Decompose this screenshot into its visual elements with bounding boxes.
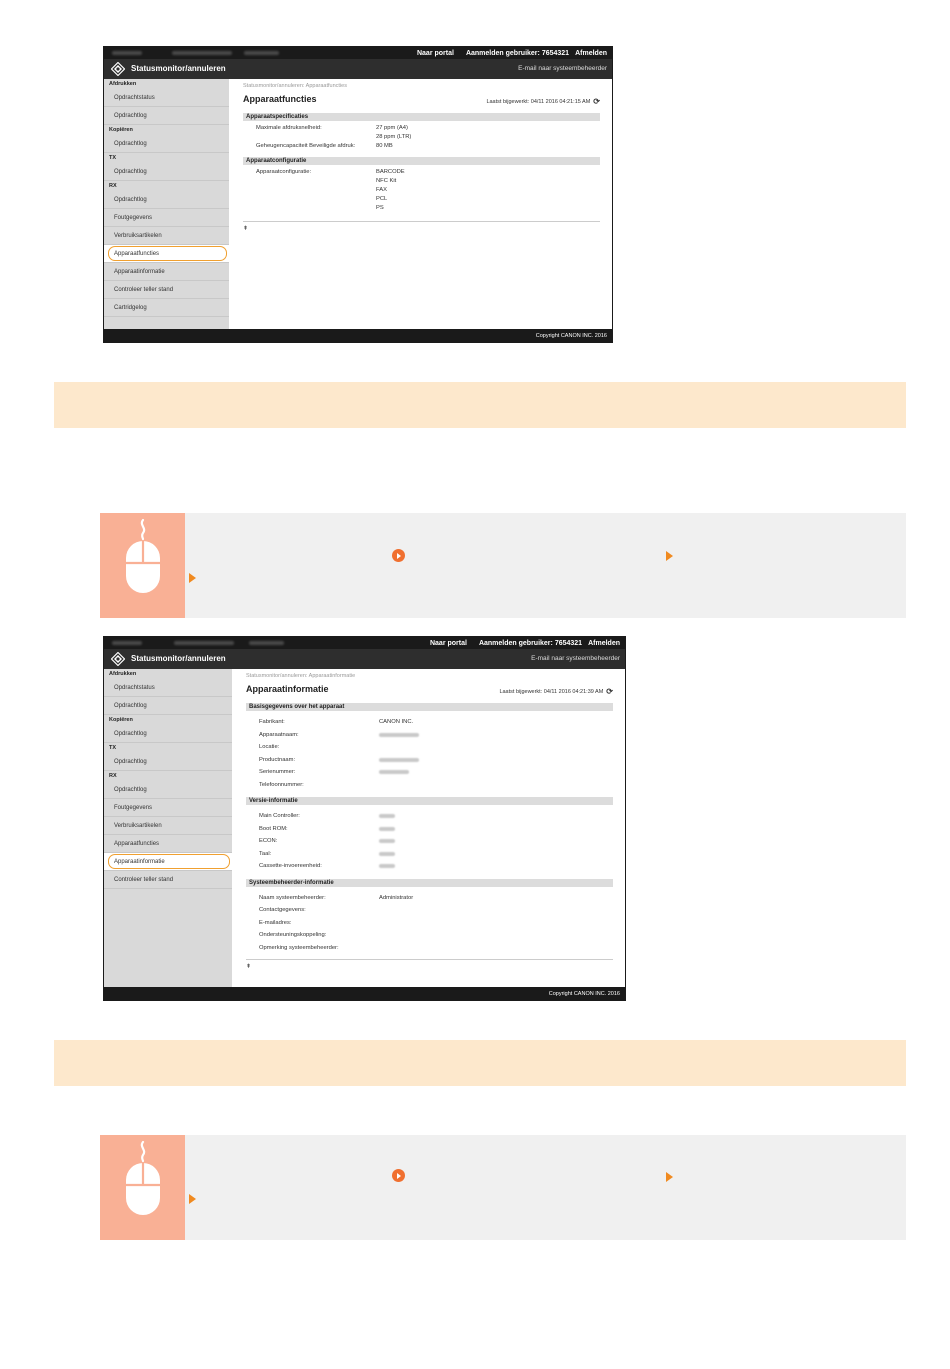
section-header-version: Versie-informatie — [246, 797, 613, 805]
sidebar-item-error-info[interactable]: Foutgegevens — [104, 209, 229, 227]
orange-triangle-icon — [666, 1172, 673, 1182]
back-to-top-icon[interactable]: ⇞ — [243, 226, 249, 232]
blurred-value — [379, 864, 395, 868]
back-to-top-icon[interactable]: ⇞ — [246, 964, 252, 970]
mouse-icon — [121, 517, 165, 597]
sidebar-item-tx-log[interactable]: Opdrachtlog — [104, 163, 229, 181]
main-content — [229, 79, 612, 329]
info-row: Naam systeembeheerder: Administrator — [259, 894, 414, 901]
spec-row: Maximale afdruksnelheid: 27 ppm (A4) — [256, 125, 408, 131]
info-row: Taal: — [259, 848, 613, 861]
logout-link[interactable]: Afmelden — [575, 49, 607, 57]
blurred-value — [379, 852, 395, 856]
orange-circle-arrow-icon — [392, 549, 405, 562]
sidebar-item-device-features[interactable]: Apparaatfuncties — [104, 835, 232, 853]
canon-logo-icon — [111, 652, 125, 666]
blurred-text — [172, 51, 232, 55]
info-row: Productnaam: — [259, 754, 613, 767]
canon-logo-icon — [111, 62, 125, 76]
sidebar-item-copy-log[interactable]: Opdrachtlog — [104, 135, 229, 153]
sidebar-item-copy-log[interactable]: Opdrachtlog — [104, 725, 232, 743]
sidebar-group-tx: TX — [109, 155, 117, 161]
orange-triangle-icon — [189, 1194, 196, 1204]
info-row: Locatie: — [259, 744, 280, 750]
login-user-label: Aanmelden gebruiker: 7654321 — [465, 49, 570, 57]
info-row: Telefoonnummer: — [259, 781, 304, 788]
blurred-value — [379, 733, 419, 737]
sidebar-group-print: Afdrukken — [109, 81, 137, 87]
top-bar — [104, 637, 625, 649]
section-header-config: Apparaatconfiguratie — [243, 157, 600, 165]
mail-admin-link[interactable]: E-mail naar systeembeheerder — [518, 65, 607, 72]
portal-link[interactable]: Naar portal — [416, 49, 454, 57]
section-header-admin: Systeembeheerder-informatie — [246, 879, 613, 887]
sidebar-item-rx-log[interactable]: Opdrachtlog — [104, 781, 232, 799]
info-row: Boot ROM: — [259, 823, 613, 836]
blurred-value — [379, 758, 419, 762]
screenshot-device-features — [103, 46, 613, 343]
mouse-panel — [100, 513, 185, 618]
last-updated: Laatst bijgewerkt: 04/11 2016 04:21:15 AM ⟳ — [486, 97, 600, 106]
blurred-value — [379, 814, 395, 818]
footer: Copyright CANON INC. 2016 — [104, 329, 612, 342]
refresh-icon[interactable]: ⟳ — [593, 97, 600, 106]
login-user-label: Aanmelden gebruiker: 7654321 — [478, 639, 583, 647]
logout-link[interactable]: Afmelden — [588, 639, 620, 647]
blurred-text — [112, 51, 142, 55]
divider — [246, 959, 613, 960]
info-row: Ondersteuningskoppeling: — [259, 932, 327, 938]
config-row: PS — [376, 205, 384, 211]
footer: Copyright CANON INC. 2016 — [104, 987, 625, 1000]
title-bar — [104, 649, 625, 669]
config-row: Apparaatconfiguratie: BARCODE — [256, 169, 405, 175]
orange-triangle-icon — [189, 573, 196, 583]
sidebar-item-print-log[interactable]: Opdrachtlog — [104, 107, 229, 125]
info-row: Opmerking systeembeheerder: — [259, 944, 339, 951]
sidebar-group-tx: TX — [109, 745, 117, 751]
title-bar — [104, 59, 612, 79]
app-title: Statusmonitor/annuleren — [131, 64, 226, 73]
section-heading-bar — [54, 1040, 906, 1086]
top-bar — [104, 47, 612, 59]
blurred-value — [379, 839, 395, 843]
main-content — [232, 669, 625, 987]
mail-admin-link[interactable]: E-mail naar systeembeheerder — [531, 655, 620, 662]
mouse-note-box — [100, 513, 906, 618]
blurred-text — [244, 51, 279, 55]
mouse-panel — [100, 1135, 185, 1240]
config-row: FAX — [376, 187, 387, 193]
sidebar-item-rx-log[interactable]: Opdrachtlog — [104, 191, 229, 209]
page-title: Apparaatinformatie — [246, 684, 329, 694]
spec-row: 28 ppm (LTR) — [376, 134, 412, 140]
info-row: Apparaatnaam: — [259, 729, 613, 742]
divider — [243, 221, 600, 222]
breadcrumb: Statusmonitor/annuleren: Apparaatfuncties — [243, 83, 347, 89]
sidebar-item-device-info[interactable]: Apparaatinformatie — [104, 263, 229, 281]
sidebar-item-counter[interactable]: Controleer teller stand — [104, 281, 229, 299]
config-row: PCL — [376, 196, 388, 202]
sidebar-item-error-info[interactable]: Foutgegevens — [104, 799, 232, 817]
sidebar-group-rx: RX — [109, 183, 117, 189]
sidebar-item-device-features[interactable]: Apparaatfuncties — [104, 245, 229, 263]
info-row: Contactgegevens: — [259, 907, 306, 913]
blurred-text — [174, 641, 234, 645]
orange-triangle-icon — [666, 551, 673, 561]
sidebar-group-copy: Kopiëren — [109, 717, 133, 723]
section-heading-bar — [54, 382, 906, 428]
blurred-value — [379, 770, 409, 774]
sidebar-item-device-info[interactable]: Apparaatinformatie — [104, 853, 232, 871]
breadcrumb: Statusmonitor/annuleren: Apparaatinformatie — [246, 673, 356, 679]
orange-circle-arrow-icon — [392, 1169, 405, 1182]
info-row: Cassette-invoereenheid: — [259, 860, 613, 873]
section-header-device: Basisgegevens over het apparaat — [246, 703, 613, 711]
sidebar-item-cartridge-log[interactable]: Cartridgelog — [104, 299, 229, 317]
sidebar-item-tx-log[interactable]: Opdrachtlog — [104, 753, 232, 771]
sidebar-group-print: Afdrukken — [109, 671, 137, 677]
sidebar-group-copy: Kopiëren — [109, 127, 133, 133]
spec-row: Geheugencapaciteit Beveiligde afdruk: 80 MB — [256, 143, 393, 149]
info-row: Serienummer: — [259, 766, 613, 779]
sidebar-item-print-status[interactable]: Opdrachtstatus — [104, 679, 232, 697]
blurred-text — [249, 641, 284, 645]
sidebar-item-print-log[interactable]: Opdrachtlog — [104, 697, 232, 715]
sidebar — [104, 669, 232, 987]
info-row: Main Controller: — [259, 810, 613, 823]
app-title: Statusmonitor/annuleren — [131, 654, 226, 663]
mouse-note-box — [100, 1135, 906, 1240]
info-row: E-mailadres: — [259, 919, 292, 926]
config-row: NFC Kit — [376, 178, 397, 184]
sidebar-item-consumables[interactable]: Verbruiksartikelen — [104, 817, 232, 835]
info-row: Fabrikant: CANON INC. — [259, 719, 414, 725]
blurred-text — [112, 641, 142, 645]
portal-link[interactable]: Naar portal — [429, 639, 467, 647]
refresh-icon[interactable]: ⟳ — [606, 687, 613, 696]
sidebar-item-consumables[interactable]: Verbruiksartikelen — [104, 227, 229, 245]
last-updated: Laatst bijgewerkt: 04/11 2016 04:21:39 AM ⟳ — [499, 687, 613, 696]
mouse-icon — [121, 1139, 165, 1219]
page-title: Apparaatfuncties — [243, 94, 317, 104]
sidebar-item-print-status[interactable]: Opdrachtstatus — [104, 89, 229, 107]
sidebar — [104, 79, 229, 329]
screenshot-device-info — [103, 636, 626, 1001]
sidebar-group-rx: RX — [109, 773, 117, 779]
section-header-specs: Apparaatspecificaties — [243, 113, 600, 121]
blurred-value — [379, 827, 395, 831]
info-row: ECON: — [259, 835, 613, 848]
sidebar-item-counter[interactable]: Controleer teller stand — [104, 871, 232, 889]
